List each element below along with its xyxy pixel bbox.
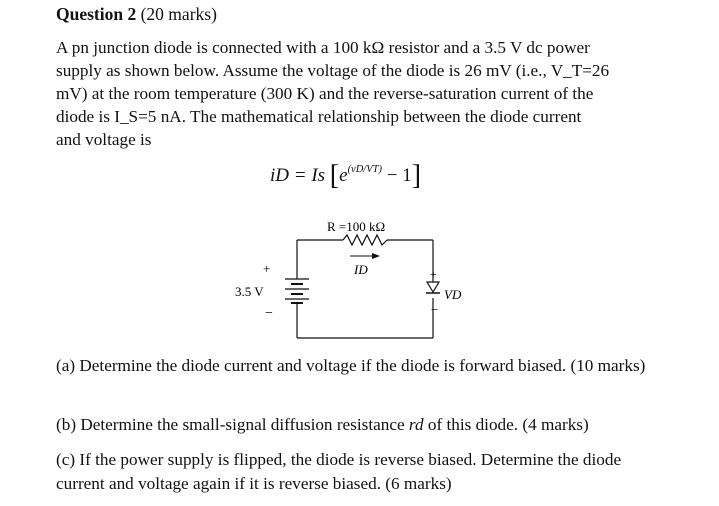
resistor-symbol <box>343 235 387 245</box>
current-arrow-head <box>372 253 380 259</box>
part-b-suffix: of this diode. (4 marks) <box>423 415 589 434</box>
intro-line-5: and voltage is <box>56 130 152 149</box>
part-b-prefix: (b) Determine the small-signal diffusion resistance <box>56 415 409 434</box>
left-bracket: [ <box>329 160 340 191</box>
part-b <box>56 413 656 437</box>
source-minus-sign: − <box>265 306 273 321</box>
part-a: (a) Determine the diode current and voltage if the diode is forward biased. (10 marks) <box>56 356 646 375</box>
diode-plus-sign: + <box>430 267 437 281</box>
circuit-diagram <box>225 218 485 343</box>
question-title: Question 2 <box>56 4 137 24</box>
question-heading <box>56 4 217 25</box>
diode-triangle <box>427 282 439 292</box>
equation-lhs: iD <box>270 165 289 186</box>
equation-prefix: = Is <box>293 165 326 186</box>
part-b-symbol: rd <box>408 415 424 434</box>
diode-minus-sign: − <box>431 302 439 317</box>
intro-line-4: diode is I_S=5 nA. The mathematical relationship between the diode current <box>56 107 582 126</box>
intro-line-1: A pn junction diode is connected with a 100 kΩ resistor and a 3.5 V dc power <box>56 38 590 57</box>
resistor-label: R =100 kΩ <box>327 219 386 234</box>
equation-minus-one: − 1 <box>386 165 412 186</box>
intro-line-2: supply as shown below. Assume the voltage of the diode is 26 mV (i.e., V_T=26 <box>56 61 610 80</box>
question-marks: (20 marks) <box>140 4 217 24</box>
problem-statement <box>56 36 676 151</box>
part-c: (c) If the power supply is flipped, the diode is reverse biased. Determine the diode current and voltage again if it is reverse biased. (6 marks) <box>56 450 622 493</box>
source-plus-sign: + <box>263 261 271 276</box>
diode-voltage-label: VD <box>444 287 462 302</box>
equation-exponent: (vD/VT) <box>347 164 382 175</box>
right-bracket: ] <box>411 160 422 191</box>
source-voltage-label: 3.5 V <box>235 284 264 299</box>
intro-line-3: mV) at the room temperature (300 K) and the reverse-saturation current of the <box>56 84 594 103</box>
current-label: ID <box>354 262 368 277</box>
diode-equation: iD = Is $[e^{(vD/VT)} - 1]$ <box>270 160 422 191</box>
